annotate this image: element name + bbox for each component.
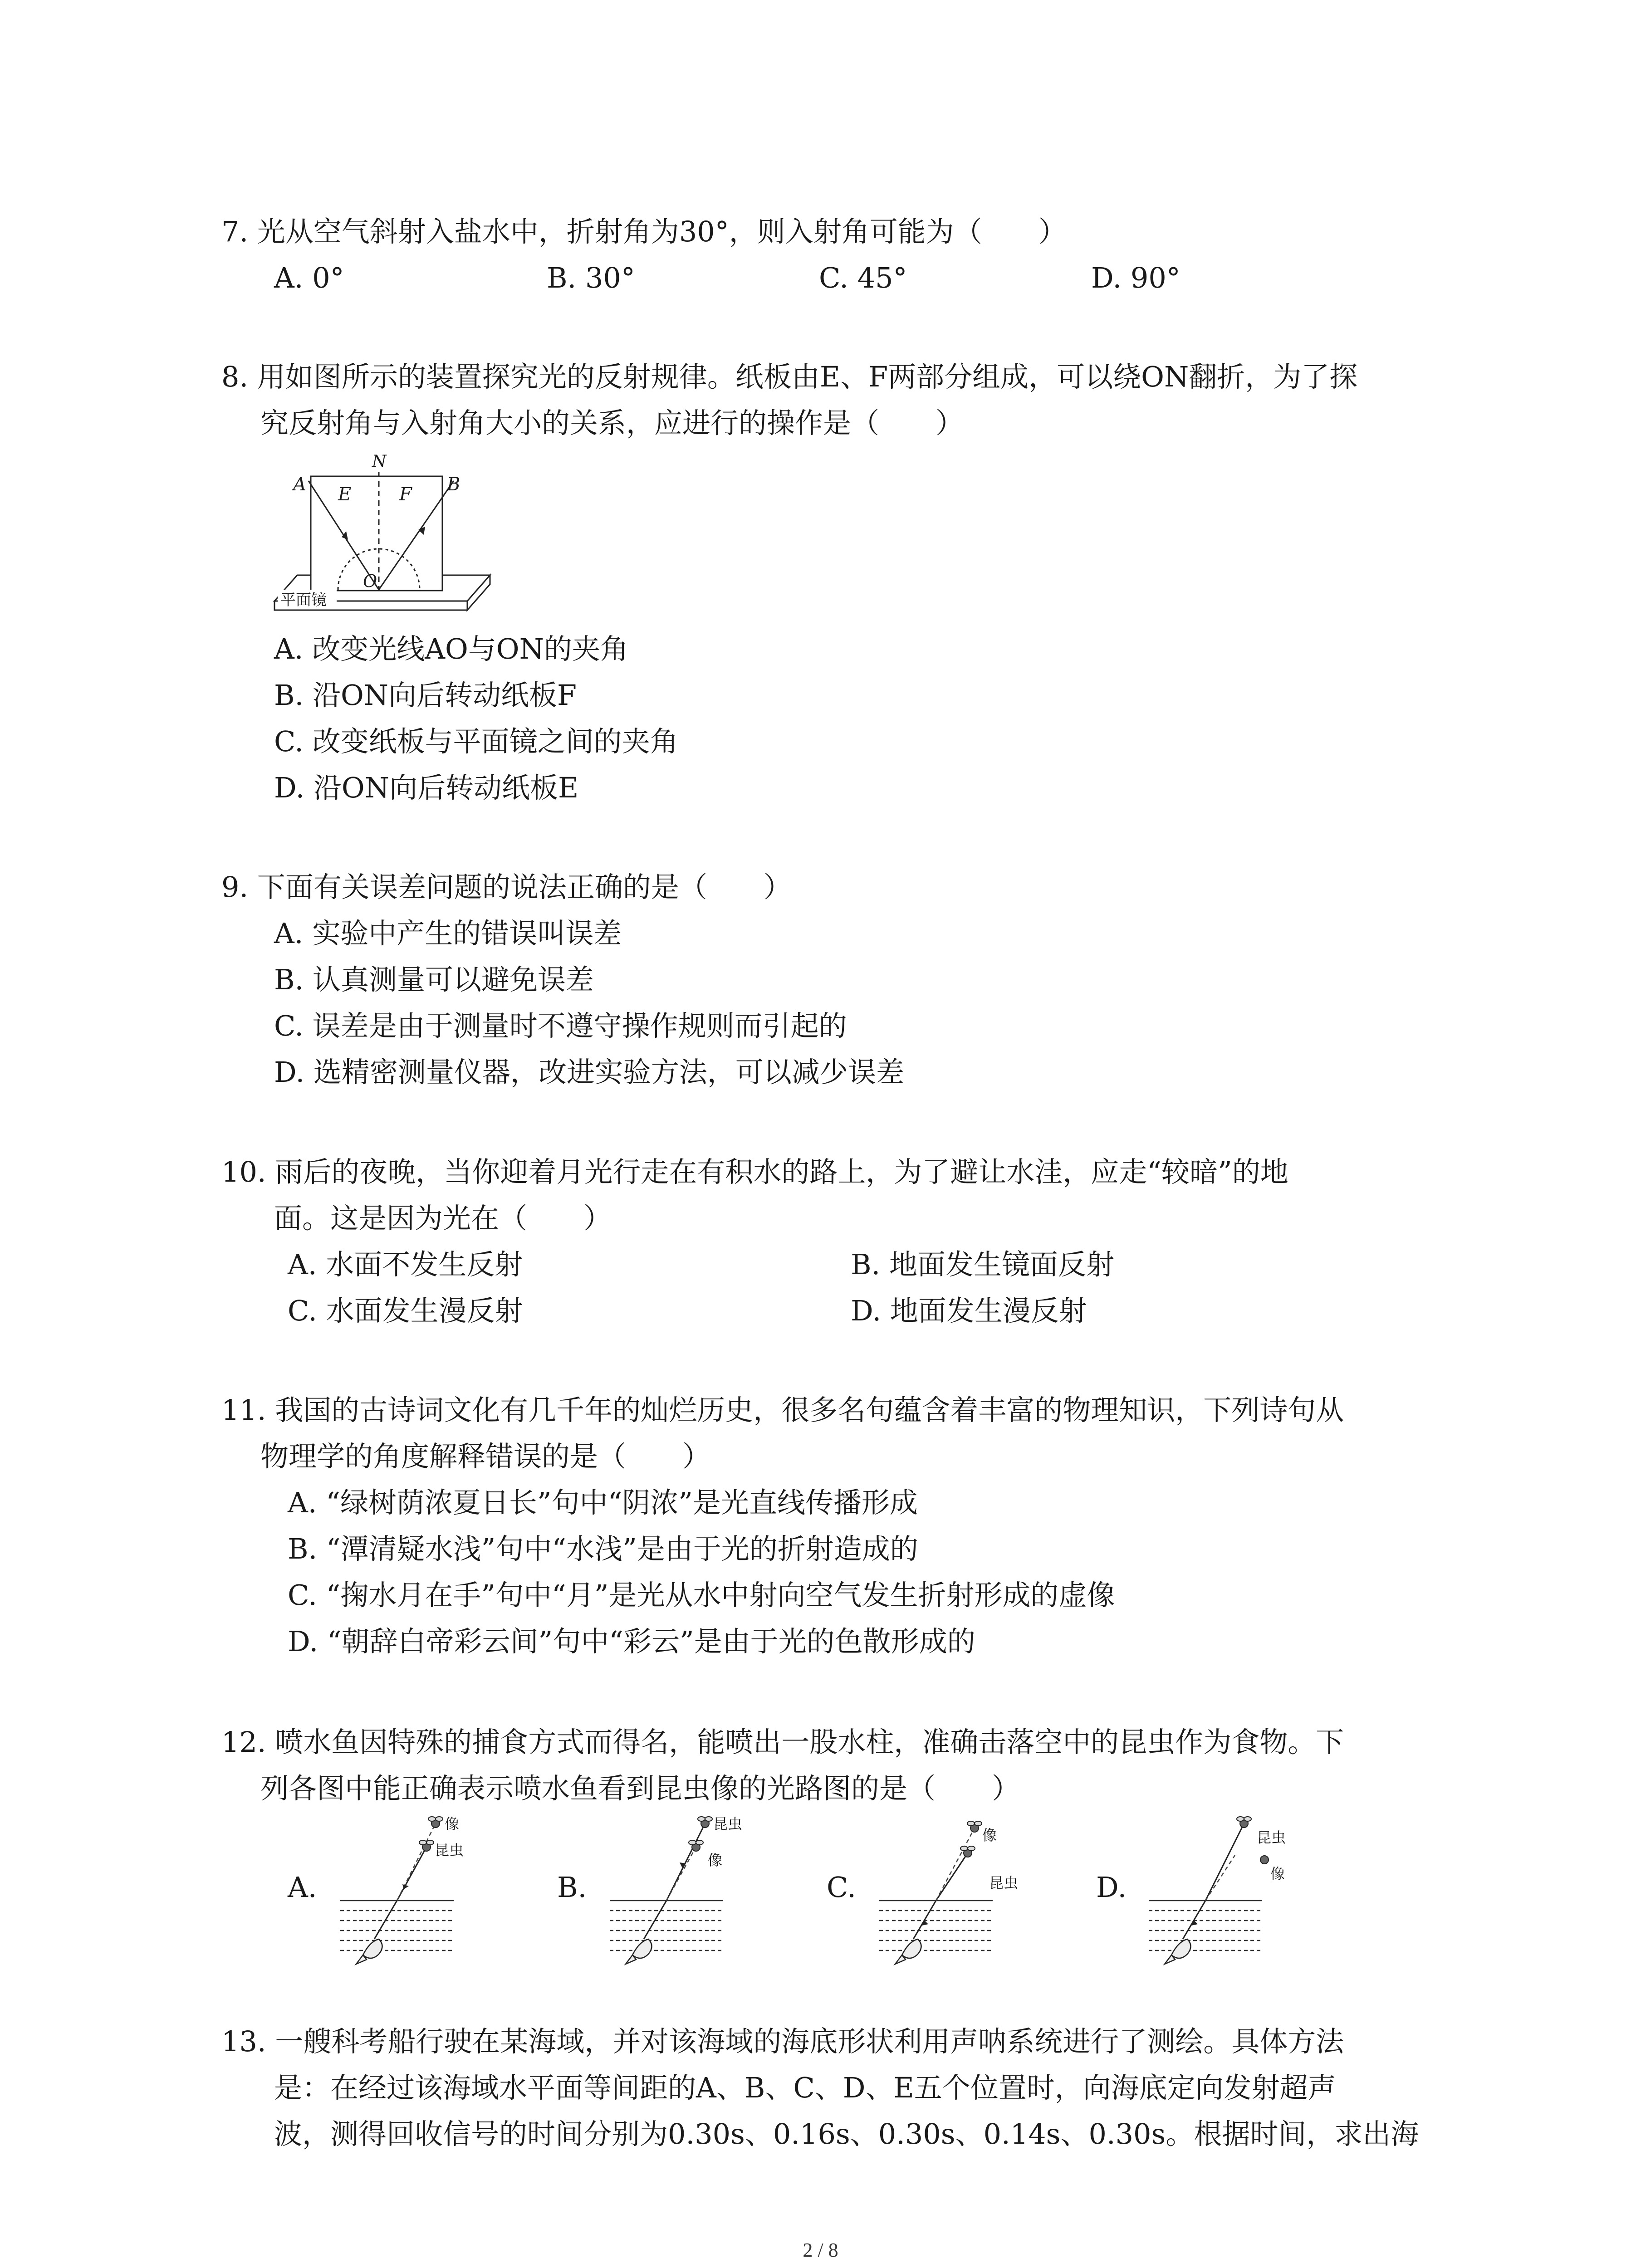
- q12-figure-b: [605, 1810, 759, 1969]
- q7-option-a: A. 0°: [274, 261, 344, 294]
- q12-option-b-letter: B.: [557, 1871, 587, 1904]
- q10-stem-line1: 10. 雨后的夜晚，当你迎着月光行走在有积水的路上，为了避让水洼，应走“较暗”的地: [221, 1155, 1288, 1188]
- q12-fig-c-image-label: 像: [982, 1827, 997, 1844]
- q11-option-c: C. “掬水月在手”句中“月”是光从水中射向空气发生折射形成的虚像: [288, 1579, 1115, 1612]
- q10-option-d: D. 地面发生漫反射: [851, 1294, 1087, 1327]
- q8-stem-line1: 8. 用如图所示的装置探究光的反射规律。纸板由E、F两部分组成，可以绕ON翻折，为了探: [221, 360, 1358, 393]
- q7-option-d: D. 90°: [1091, 261, 1181, 294]
- q11-option-a: A. “绿树荫浓夏日长”句中“阴浓”是光直线传播形成: [288, 1486, 918, 1519]
- q10-stem-line2: 面。这是因为光在（ ）: [274, 1202, 612, 1235]
- q9-stem: 9. 下面有关误差问题的说法正确的是（ ）: [221, 870, 792, 904]
- q10-option-b: B. 地面发生镜面反射: [851, 1248, 1114, 1281]
- q11-option-d: D. “朝辞白帝彩云间”句中“彩云”是由于光的色散形成的: [288, 1625, 975, 1658]
- q12-fig-c-insect-label: 昆虫: [989, 1874, 1019, 1892]
- q8-fig-label-b: B: [447, 474, 460, 495]
- q13-stem-line2: 是：在经过该海域水平面等间距的A、B、C、D、E五个位置时，向海底定向发射超声: [274, 2071, 1336, 2104]
- q8-fig-label-a: A: [293, 474, 306, 495]
- q13-stem-line1: 13. 一艘科考船行驶在某海域，并对该海域的海底形状利用声呐系统进行了测绘。具体方法: [221, 2025, 1344, 2058]
- q9-option-b: B. 认真测量可以避免误差: [274, 963, 594, 996]
- q13-stem-line3: 波，测得回收信号的时间分别为0.30s、0.16s、0.30s、0.14s、0.30s。根据时间，求出海: [274, 2117, 1419, 2151]
- q12-fig-d-image-label: 像: [1270, 1865, 1285, 1882]
- q7-option-c: C. 45°: [819, 261, 907, 294]
- q12-fig-b-image-label: 像: [708, 1852, 723, 1869]
- q12-fig-a-insect-label: 昆虫: [435, 1842, 464, 1859]
- q8-option-a: A. 改变光线AO与ON的夹角: [274, 632, 628, 665]
- q8-fig-label-e: E: [338, 484, 352, 505]
- q8-option-c: C. 改变纸板与平面镜之间的夹角: [274, 725, 678, 758]
- q8-fig-label-n: N: [372, 452, 387, 471]
- q10-option-c: C. 水面发生漫反射: [288, 1294, 523, 1327]
- q12-stem-line1: 12. 喷水鱼因特殊的捕食方式而得名，能喷出一股水柱，准确击落空中的昆虫作为食物。下: [221, 1725, 1344, 1759]
- q8-option-b: B. 沿ON向后转动纸板F: [274, 679, 577, 712]
- q9-option-d: D. 选精密测量仪器，改进实验方法，可以减少误差: [274, 1056, 904, 1089]
- q7-stem: 7. 光从空气斜射入盐水中，折射角为30°，则入射角可能为（ ）: [221, 215, 1067, 248]
- q12-fig-b-insect-label: 昆虫: [713, 1815, 743, 1833]
- q12-fig-d-insect-label: 昆虫: [1257, 1829, 1286, 1846]
- q9-option-a: A. 实验中产生的错误叫误差: [274, 917, 622, 950]
- q12-option-c-letter: C.: [827, 1871, 856, 1904]
- q8-fig-label-o: O: [363, 571, 377, 591]
- q8-stem-line2: 究反射角与入射角大小的关系，应进行的操作是（ ）: [260, 406, 964, 440]
- q11-stem-line1: 11. 我国的古诗词文化有几千年的灿烂历史，很多名句蕴含着丰富的物理知识，下列诗句从: [221, 1393, 1344, 1427]
- q12-stem-line2: 列各图中能正确表示喷水鱼看到昆虫像的光路图的是（ ）: [260, 1772, 1020, 1805]
- q10-option-a: A. 水面不发生反射: [288, 1248, 523, 1281]
- q9-option-c: C. 误差是由于测量时不遵守操作规则而引起的: [274, 1009, 847, 1042]
- page-number: 2 / 8: [803, 2239, 838, 2261]
- q12-figure-a: [336, 1810, 490, 1969]
- q12-fig-a-image-label: 像: [445, 1815, 460, 1833]
- q12-option-d-letter: D.: [1096, 1871, 1127, 1904]
- q11-option-b: B. “潭清疑水浅”句中“水浅”是由于光的折射造成的: [288, 1532, 918, 1565]
- q8-option-d: D. 沿ON向后转动纸板E: [274, 771, 579, 804]
- q8-fig-label-f: F: [399, 484, 412, 505]
- q7-option-b: B. 30°: [547, 261, 635, 294]
- q11-stem-line2: 物理学的角度解释错误的是（ ）: [260, 1440, 711, 1473]
- q12-option-a-letter: A.: [288, 1871, 317, 1904]
- q8-fig-label-mirror: 平面镜: [280, 591, 327, 609]
